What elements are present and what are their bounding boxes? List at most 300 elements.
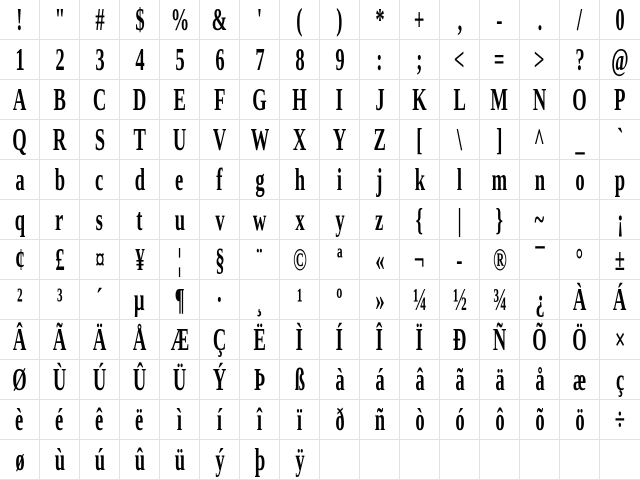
charmap-cell[interactable] — [0, 360, 40, 400]
charmap-cell[interactable] — [80, 40, 120, 80]
glyph: ² — [16, 281, 23, 317]
glyph: . — [537, 1, 542, 37]
charmap-cell[interactable] — [160, 0, 200, 40]
glyph: Ú — [92, 361, 107, 397]
charmap-cell[interactable] — [160, 280, 200, 320]
glyph: k — [414, 161, 425, 197]
charmap-cell[interactable] — [360, 0, 400, 40]
glyph: n — [534, 161, 545, 197]
charmap-cell[interactable] — [440, 440, 480, 480]
glyph: Á — [613, 281, 627, 317]
charmap-cell[interactable] — [280, 200, 320, 240]
charmap-cell[interactable] — [80, 440, 120, 480]
glyph: ( — [296, 1, 303, 37]
charmap-cell[interactable] — [440, 240, 480, 280]
charmap-cell[interactable] — [480, 280, 520, 320]
glyph: F — [213, 81, 226, 117]
glyph: ¦ — [177, 241, 182, 277]
charmap-cell[interactable] — [320, 280, 360, 320]
charmap-cell[interactable] — [0, 160, 40, 200]
charmap-cell[interactable] — [0, 40, 40, 80]
glyph: Ï — [415, 321, 424, 357]
charmap-cell[interactable] — [280, 160, 320, 200]
charmap-cell[interactable] — [200, 40, 240, 80]
glyph: s — [95, 201, 104, 237]
glyph: | — [457, 201, 462, 237]
charmap-cell[interactable] — [560, 360, 600, 400]
glyph: ? — [574, 41, 585, 77]
glyph: è — [15, 401, 24, 437]
charmap-cell[interactable] — [400, 240, 440, 280]
charmap-cell[interactable] — [240, 360, 280, 400]
charmap-cell[interactable] — [240, 320, 280, 360]
charmap-cell[interactable] — [400, 200, 440, 240]
charmap-cell[interactable] — [320, 200, 360, 240]
glyph: V — [212, 121, 227, 157]
charmap-cell[interactable] — [520, 440, 560, 480]
charmap-cell[interactable] — [480, 400, 520, 440]
glyph: Z — [373, 121, 386, 157]
charmap-cell[interactable] — [520, 400, 560, 440]
glyph: í — [216, 401, 223, 437]
charmap-cell[interactable] — [0, 280, 40, 320]
glyph: ¬ — [414, 241, 425, 277]
charmap-cell[interactable] — [440, 160, 480, 200]
glyph: ý — [214, 441, 225, 477]
charmap-cell[interactable] — [160, 120, 200, 160]
glyph: « — [374, 241, 385, 277]
charmap-cell[interactable] — [600, 280, 640, 320]
glyph: L — [453, 81, 466, 117]
charmap-cell[interactable] — [40, 440, 80, 480]
glyph: ^ — [534, 121, 545, 157]
glyph: ´ — [96, 281, 103, 317]
charmap-cell[interactable] — [440, 0, 480, 40]
charmap-cell[interactable] — [560, 120, 600, 160]
charmap-cell[interactable] — [400, 80, 440, 120]
glyph: 9 — [334, 41, 345, 77]
charmap-cell[interactable] — [120, 40, 160, 80]
charmap-cell[interactable] — [240, 40, 280, 80]
glyph: M — [490, 81, 509, 117]
charmap-cell[interactable] — [520, 280, 560, 320]
charmap-cell[interactable] — [160, 160, 200, 200]
glyph: ù — [54, 441, 65, 477]
glyph: Â — [12, 321, 27, 357]
charmap-cell[interactable] — [40, 120, 80, 160]
charmap-cell[interactable] — [320, 320, 360, 360]
charmap-cell[interactable] — [280, 240, 320, 280]
charmap-cell[interactable] — [200, 80, 240, 120]
charmap-cell[interactable] — [360, 440, 400, 480]
glyph: Å — [132, 321, 147, 357]
glyph: } — [495, 201, 504, 237]
charmap-cell[interactable] — [320, 40, 360, 80]
glyph: ¥ — [134, 241, 145, 277]
glyph: ° — [575, 241, 584, 277]
charmap-cell[interactable] — [120, 0, 160, 40]
charmap-cell[interactable] — [360, 80, 400, 120]
charmap-cell[interactable] — [280, 360, 320, 400]
charmap-cell[interactable] — [360, 360, 400, 400]
glyph: o — [574, 161, 585, 197]
charmap-cell[interactable] — [120, 120, 160, 160]
charmap-cell[interactable] — [120, 400, 160, 440]
charmap-cell[interactable] — [0, 120, 40, 160]
glyph: [ — [416, 121, 423, 157]
charmap-cell[interactable] — [80, 280, 120, 320]
charmap-cell[interactable] — [480, 320, 520, 360]
charmap-cell[interactable] — [160, 80, 200, 120]
charmap-cell[interactable] — [240, 240, 280, 280]
charmap-cell[interactable] — [200, 400, 240, 440]
glyph: ® — [492, 241, 507, 277]
charmap-cell[interactable] — [0, 320, 40, 360]
charmap-cell[interactable] — [280, 120, 320, 160]
glyph: ' — [256, 1, 263, 37]
charmap-cell[interactable] — [600, 360, 640, 400]
glyph: G — [252, 81, 267, 117]
glyph: ¸ — [256, 281, 263, 317]
charmap-cell[interactable] — [480, 80, 520, 120]
charmap-cell[interactable] — [560, 320, 600, 360]
charmap-cell[interactable] — [520, 360, 560, 400]
charmap-cell[interactable] — [0, 400, 40, 440]
glyph: · — [216, 281, 223, 317]
charmap-cell[interactable] — [280, 280, 320, 320]
glyph: u — [174, 201, 185, 237]
charmap-cell[interactable] — [280, 40, 320, 80]
charmap-cell[interactable] — [520, 320, 560, 360]
glyph: p — [614, 161, 626, 197]
charmap-cell[interactable] — [480, 0, 520, 40]
charmap-cell[interactable] — [600, 320, 640, 360]
charmap-cell[interactable] — [160, 200, 200, 240]
charmap-cell[interactable] — [520, 40, 560, 80]
glyph: 4 — [134, 41, 145, 77]
charmap-cell[interactable] — [120, 240, 160, 280]
glyph: & — [211, 1, 228, 37]
charmap-cell[interactable] — [0, 0, 40, 40]
glyph: - — [456, 241, 463, 277]
charmap-cell[interactable] — [520, 80, 560, 120]
charmap-cell[interactable] — [40, 0, 80, 40]
charmap-cell[interactable] — [160, 400, 200, 440]
glyph: h — [294, 161, 305, 197]
charmap-cell[interactable] — [200, 240, 240, 280]
charmap-cell[interactable] — [400, 0, 440, 40]
glyph: ~ — [534, 201, 545, 237]
glyph: À — [572, 281, 587, 317]
charmap-cell[interactable] — [520, 200, 560, 240]
glyph: ¡ — [616, 201, 624, 237]
charmap-cell[interactable] — [360, 400, 400, 440]
glyph: û — [134, 441, 145, 477]
glyph: Ñ — [492, 321, 507, 357]
charmap-cell[interactable] — [40, 80, 80, 120]
glyph: W — [250, 121, 269, 157]
charmap-cell[interactable] — [120, 200, 160, 240]
glyph: R — [52, 121, 67, 157]
charmap-cell[interactable] — [400, 440, 440, 480]
charmap-cell[interactable] — [560, 0, 600, 40]
glyph: ü — [174, 441, 185, 477]
glyph: õ — [534, 401, 545, 437]
charmap-cell[interactable] — [80, 400, 120, 440]
charmap-cell[interactable] — [320, 0, 360, 40]
charmap-cell[interactable] — [120, 320, 160, 360]
charmap-cell[interactable] — [600, 40, 640, 80]
charmap-cell[interactable] — [600, 440, 640, 480]
glyph: £ — [54, 241, 65, 277]
glyph: = — [494, 41, 505, 77]
charmap-cell[interactable] — [40, 160, 80, 200]
charmap-cell[interactable] — [360, 280, 400, 320]
charmap-cell[interactable] — [120, 160, 160, 200]
charmap-cell[interactable] — [80, 120, 120, 160]
charmap-cell[interactable] — [440, 200, 480, 240]
charmap-cell[interactable] — [400, 40, 440, 80]
charmap-cell[interactable] — [560, 400, 600, 440]
charmap-cell[interactable] — [560, 40, 600, 80]
charmap-cell[interactable] — [440, 120, 480, 160]
charmap-cell[interactable] — [240, 200, 280, 240]
charmap-cell[interactable] — [520, 0, 560, 40]
charmap-cell[interactable] — [40, 360, 80, 400]
glyph: > — [534, 41, 545, 77]
glyph: Æ — [170, 321, 189, 357]
charmap-cell[interactable] — [120, 280, 160, 320]
charmap-cell[interactable] — [160, 240, 200, 280]
charmap-cell[interactable] — [200, 0, 240, 40]
charmap-cell[interactable] — [240, 400, 280, 440]
charmap-cell[interactable] — [320, 80, 360, 120]
glyph: § — [214, 241, 225, 277]
charmap-cell[interactable] — [280, 400, 320, 440]
glyph: , — [457, 1, 462, 37]
charmap-cell[interactable] — [600, 0, 640, 40]
charmap-cell[interactable] — [40, 280, 80, 320]
charmap-cell[interactable] — [160, 440, 200, 480]
glyph: S — [94, 121, 105, 157]
charmap-cell[interactable] — [240, 120, 280, 160]
charmap-cell[interactable] — [400, 160, 440, 200]
charmap-cell[interactable] — [560, 160, 600, 200]
charmap-cell[interactable] — [40, 40, 80, 80]
charmap-cell[interactable] — [320, 400, 360, 440]
glyph: ) — [336, 1, 343, 37]
glyph: ð — [334, 401, 345, 437]
glyph: ä — [494, 361, 505, 397]
glyph: O — [572, 81, 587, 117]
glyph: ø — [14, 441, 25, 477]
charmap-cell[interactable] — [320, 440, 360, 480]
charmap-cell[interactable] — [320, 120, 360, 160]
glyph: _ — [574, 121, 585, 157]
glyph: º — [336, 281, 343, 317]
glyph: % — [170, 1, 189, 37]
glyph: e — [175, 161, 184, 197]
charmap-cell[interactable] — [360, 160, 400, 200]
charmap-cell[interactable] — [40, 320, 80, 360]
charmap-cell[interactable] — [80, 320, 120, 360]
charmap-cell[interactable] — [200, 120, 240, 160]
charmap-cell[interactable] — [560, 440, 600, 480]
charmap-cell[interactable] — [80, 80, 120, 120]
glyph: ã — [454, 361, 465, 397]
charmap-cell[interactable] — [120, 360, 160, 400]
glyph: 6 — [214, 41, 225, 77]
glyph: ö — [574, 401, 585, 437]
charmap-cell[interactable] — [440, 320, 480, 360]
glyph: D — [132, 81, 147, 117]
glyph: ¯ — [534, 241, 545, 277]
charmap-cell[interactable] — [440, 40, 480, 80]
charmap-cell[interactable] — [600, 120, 640, 160]
glyph: + — [414, 1, 425, 37]
charmap-cell[interactable] — [240, 440, 280, 480]
charmap-cell[interactable] — [200, 320, 240, 360]
glyph: ] — [496, 121, 503, 157]
charmap-cell[interactable] — [600, 200, 640, 240]
charmap-cell[interactable] — [440, 360, 480, 400]
charmap-cell[interactable] — [560, 280, 600, 320]
glyph: i — [336, 161, 343, 197]
charmap-cell[interactable] — [360, 200, 400, 240]
charmap-cell[interactable] — [0, 240, 40, 280]
glyph: ¼ — [412, 281, 427, 317]
glyph: ë — [135, 401, 144, 437]
charmap-cell[interactable] — [240, 280, 280, 320]
glyph: H — [292, 81, 307, 117]
charmap-cell[interactable] — [480, 200, 520, 240]
charmap-cell[interactable] — [280, 440, 320, 480]
charmap-cell[interactable] — [480, 40, 520, 80]
glyph: ½ — [452, 281, 467, 317]
charmap-cell[interactable] — [80, 0, 120, 40]
charmap-cell[interactable] — [360, 320, 400, 360]
charmap-cell[interactable] — [160, 40, 200, 80]
charmap-cell[interactable] — [200, 440, 240, 480]
charmap-cell[interactable] — [400, 320, 440, 360]
glyph: ô — [494, 401, 505, 437]
charmap-cell[interactable] — [400, 360, 440, 400]
glyph: » — [374, 281, 385, 317]
charmap-cell[interactable] — [240, 0, 280, 40]
glyph: 8 — [294, 41, 305, 77]
charmap-cell[interactable] — [240, 160, 280, 200]
charmap-cell[interactable] — [200, 360, 240, 400]
charmap-cell[interactable] — [480, 360, 520, 400]
charmap-cell[interactable] — [200, 200, 240, 240]
charmap-cell[interactable] — [280, 320, 320, 360]
charmap-cell[interactable] — [400, 400, 440, 440]
charmap-cell[interactable] — [80, 160, 120, 200]
charmap-cell[interactable] — [0, 80, 40, 120]
charmap-cell[interactable] — [520, 240, 560, 280]
glyph: U — [172, 121, 187, 157]
glyph: ¨ — [256, 241, 263, 277]
charmap-cell[interactable] — [520, 120, 560, 160]
charmap-cell[interactable] — [320, 360, 360, 400]
charmap-cell[interactable] — [480, 440, 520, 480]
charmap-cell[interactable] — [600, 400, 640, 440]
charmap-cell[interactable] — [160, 320, 200, 360]
charmap-cell[interactable] — [0, 440, 40, 480]
charmap-cell[interactable] — [80, 240, 120, 280]
charmap-cell[interactable] — [120, 80, 160, 120]
glyph: © — [292, 241, 307, 277]
charmap-cell[interactable] — [280, 80, 320, 120]
charmap-cell[interactable] — [240, 80, 280, 120]
charmap-cell[interactable] — [320, 160, 360, 200]
charmap-cell[interactable] — [120, 440, 160, 480]
charmap-cell[interactable] — [40, 400, 80, 440]
charmap-cell[interactable] — [560, 200, 600, 240]
glyph: g — [254, 161, 265, 197]
charmap-cell[interactable] — [80, 200, 120, 240]
glyph: ¢ — [14, 241, 25, 277]
charmap-cell[interactable] — [600, 240, 640, 280]
charmap-cell[interactable] — [480, 160, 520, 200]
glyph: ! — [16, 1, 23, 37]
charmap-cell[interactable] — [200, 280, 240, 320]
charmap-cell[interactable] — [600, 80, 640, 120]
charmap-cell[interactable] — [200, 160, 240, 200]
charmap-cell[interactable] — [0, 200, 40, 240]
charmap-cell[interactable] — [560, 80, 600, 120]
charmap-cell[interactable] — [360, 40, 400, 80]
glyph: Û — [132, 361, 147, 397]
glyph: Ü — [172, 361, 187, 397]
charmap-cell[interactable] — [40, 200, 80, 240]
charmap-cell[interactable] — [40, 240, 80, 280]
glyph: Ë — [253, 321, 266, 357]
charmap-cell[interactable] — [480, 120, 520, 160]
glyph: é — [55, 401, 64, 437]
charmap-cell[interactable] — [560, 240, 600, 280]
charmap-cell[interactable] — [440, 400, 480, 440]
glyph: 0 — [615, 1, 625, 37]
glyph: 7 — [254, 41, 265, 77]
glyph: j — [376, 161, 383, 197]
charmap-cell[interactable] — [440, 80, 480, 120]
glyph: å — [534, 361, 545, 397]
glyph: Ã — [52, 321, 67, 357]
charmap-cell[interactable] — [400, 280, 440, 320]
glyph: m — [491, 161, 508, 197]
charmap-cell[interactable] — [520, 160, 560, 200]
charmap-cell[interactable] — [440, 280, 480, 320]
glyph: w — [252, 201, 267, 237]
charmap-cell[interactable] — [360, 240, 400, 280]
charmap-cell[interactable] — [480, 240, 520, 280]
glyph: ñ — [374, 401, 385, 437]
glyph: I — [335, 81, 344, 117]
charmap-cell[interactable] — [160, 360, 200, 400]
charmap-cell[interactable] — [320, 240, 360, 280]
glyph: ì — [176, 401, 183, 437]
charmap-cell[interactable] — [280, 0, 320, 40]
glyph: : — [376, 41, 383, 77]
charmap-cell[interactable] — [400, 120, 440, 160]
glyph: a — [14, 161, 25, 197]
charmap-cell[interactable] — [80, 360, 120, 400]
charmap-cell[interactable] — [360, 120, 400, 160]
charmap-cell[interactable] — [600, 160, 640, 200]
glyph: l — [456, 161, 463, 197]
glyph: ç — [615, 361, 625, 397]
